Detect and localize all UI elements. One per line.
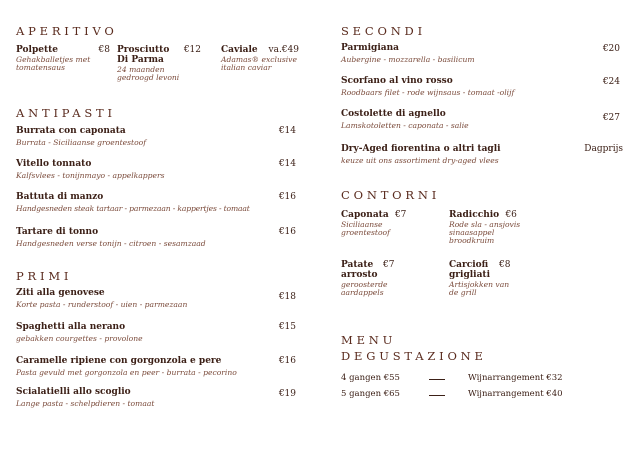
- antipasti-item: [16, 192, 296, 213]
- item-price: €16: [278, 192, 296, 202]
- aperitivo-item: [221, 45, 299, 72]
- item-name: Carciofi grigliati: [449, 260, 490, 280]
- item-description: geroosterde aardappels: [341, 280, 388, 297]
- item-name: Dry-Aged fiorentina o altri tagli: [341, 144, 501, 154]
- contorni-item: [449, 210, 535, 245]
- item-description: Lamskotoletten - caponata - salie: [341, 121, 469, 130]
- item-description: Lange pasta - schelpdieren - tomaat: [16, 399, 155, 408]
- item-description: 24 maanden gedroogd levoni: [117, 65, 180, 82]
- item-description: Adamas® exclusive italian caviar: [221, 55, 297, 72]
- item-price: €12: [183, 45, 201, 55]
- antipasti-heading: ANTIPASTI: [16, 106, 116, 120]
- item-description: Artisjokken van de grill: [449, 280, 510, 297]
- antipasti-item: [16, 227, 296, 248]
- secondi-item: [341, 144, 623, 165]
- primi-item: [16, 322, 296, 343]
- item-name: Vitello tonnato: [16, 159, 92, 169]
- item-name: Radicchio: [449, 210, 500, 220]
- item-name: Caviale: [221, 45, 258, 55]
- item-name: Costolette di agnello: [341, 109, 446, 119]
- contorni-item: [449, 260, 535, 297]
- courses-price: 4 gangen €55: [341, 373, 400, 383]
- item-description: keuze uit ons assortiment dry-aged vlees: [341, 156, 499, 165]
- item-name: Parmigiana: [341, 43, 399, 53]
- aperitivo-heading: APERITIVO: [16, 24, 118, 38]
- divider-dash: [429, 379, 445, 380]
- primi-item: [16, 356, 296, 377]
- item-price: €7: [383, 260, 395, 270]
- item-price: €14: [278, 126, 296, 136]
- degustazione-option: [341, 389, 400, 399]
- item-description: gebakken courgettes - provolone: [16, 334, 143, 343]
- contorni-item: [341, 260, 411, 297]
- item-description: Siciliaanse groentestoof: [341, 220, 390, 237]
- primi-item: [16, 288, 296, 309]
- secondi-heading: SECONDI: [341, 24, 426, 38]
- item-price: €27: [602, 113, 620, 123]
- degustazione-option: [341, 373, 400, 383]
- item-description: Handgesneden verse tonijn - citroen - sesamzaad: [16, 239, 206, 248]
- aperitivo-item: [117, 45, 201, 82]
- courses-price: 5 gangen €65: [341, 389, 400, 399]
- item-name: Prosciutto Di Parma: [117, 45, 170, 65]
- item-price: €20: [602, 44, 620, 54]
- item-price: €15: [278, 322, 296, 332]
- item-price: €14: [278, 159, 296, 169]
- item-name: Tartare di tonno: [16, 227, 99, 237]
- secondi-item: [341, 43, 620, 64]
- aperitivo-item: [16, 45, 110, 72]
- item-price: €24: [602, 77, 620, 87]
- degustazione-heading-line1: MENU: [341, 333, 397, 347]
- secondi-item: [341, 76, 620, 97]
- contorni-heading: CONTORNI: [341, 188, 441, 202]
- degustazione-heading-line2: DEGUSTAZIONE: [341, 349, 487, 363]
- item-name: Scorfano al vino rosso: [341, 76, 453, 86]
- item-description: Pasta gevuld met gorgonzola en peer - burrata - pecorino: [16, 368, 237, 377]
- item-description: Kalfsvlees - tonijnmayo - appelkappers: [16, 171, 165, 180]
- item-price: €16: [278, 227, 296, 237]
- item-price: va.€49: [268, 45, 299, 55]
- item-description: Korte pasta - runderstoof - uien - parmezaan: [16, 300, 188, 309]
- item-name: Scialatielli allo scoglio: [16, 387, 131, 397]
- antipasti-item: [16, 159, 296, 180]
- item-description: Gehakballetjes met tomatensaus: [16, 55, 91, 72]
- primi-item: [16, 387, 296, 408]
- secondi-item: [341, 109, 620, 130]
- divider-dash: [429, 395, 445, 396]
- item-name: Ziti alla genovese: [16, 288, 105, 298]
- antipasti-item: [16, 126, 296, 147]
- wine-pairing: Wijnarrangement €32: [468, 373, 563, 383]
- item-description: Roodbaars filet - rode wijnsaus - tomaat -olijf: [341, 88, 515, 97]
- item-name: Caramelle ripiene con gorgonzola e pere: [16, 356, 222, 366]
- item-price: Dagprijs: [584, 144, 623, 154]
- item-price: €8: [499, 260, 511, 270]
- item-price: €6: [505, 210, 517, 220]
- item-name: Patate arrosto: [341, 260, 378, 280]
- item-name: Battuta di manzo: [16, 192, 104, 202]
- item-description: Handgesneden steak tartaar - parmezaan - kappertjes - tomaat: [16, 204, 250, 213]
- item-name: Spaghetti alla nerano: [16, 322, 126, 332]
- item-price: €16: [278, 356, 296, 366]
- item-price: €19: [278, 389, 296, 399]
- contorni-item: [341, 210, 411, 237]
- item-price: €18: [278, 292, 296, 302]
- item-name: Polpette: [16, 45, 59, 55]
- item-price: €7: [394, 210, 407, 220]
- item-name: Caponata: [341, 210, 389, 220]
- item-description: Burrata - Siciliaanse groentestoof: [16, 138, 147, 147]
- item-price: €8: [98, 45, 110, 55]
- item-description: Rode sla - ansjovis sinaasappel broodkruim: [449, 220, 521, 245]
- wine-pairing: Wijnarrangement €40: [468, 389, 563, 399]
- item-name: Burrata con caponata: [16, 126, 126, 136]
- item-description: Aubergine - mozzarella - basilicum: [341, 55, 475, 64]
- primi-heading: PRIMI: [16, 269, 73, 283]
